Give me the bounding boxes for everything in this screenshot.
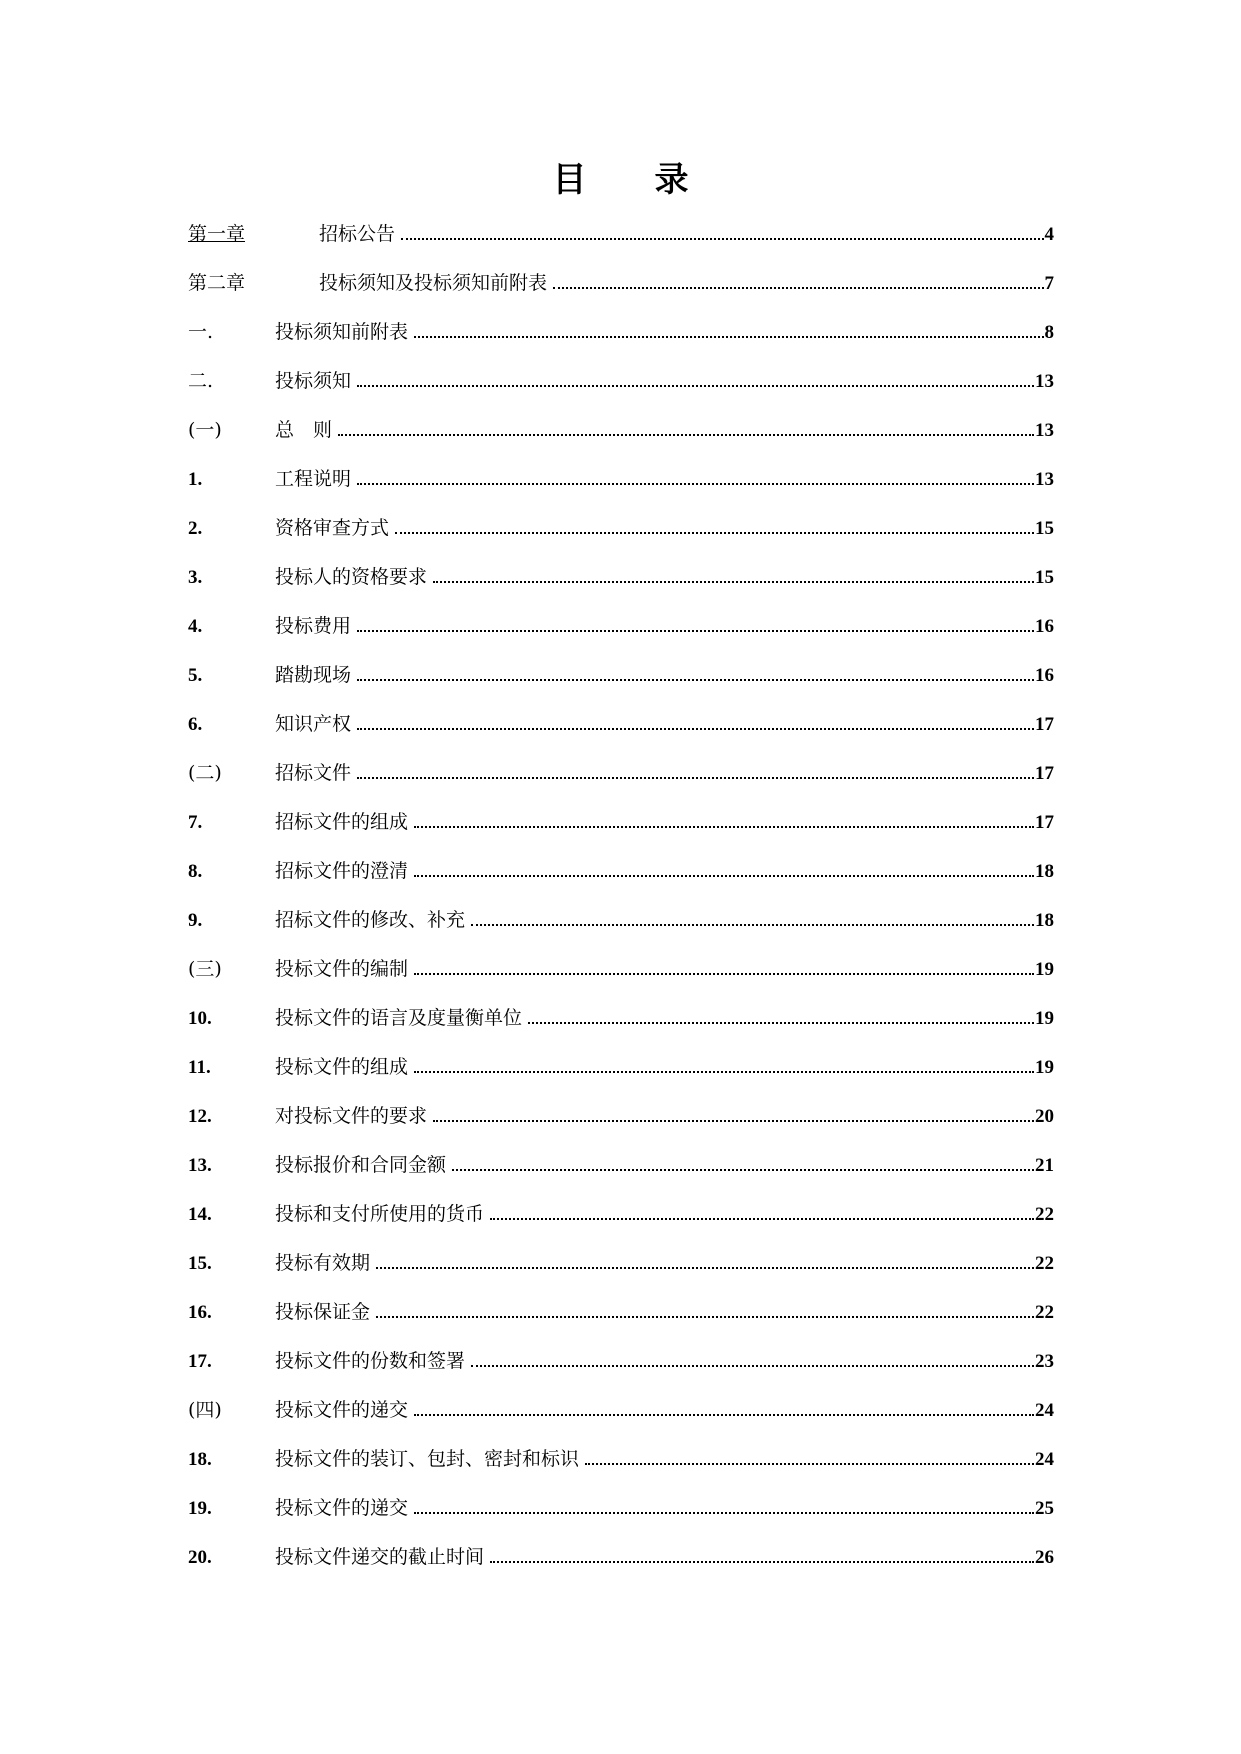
toc-entry[interactable]: [188, 908, 1054, 957]
toc-dot-leader: [357, 728, 1034, 730]
toc-entry-title: 投标报价和合同金额: [275, 1154, 447, 1176]
toc-entry-number: 9.: [188, 910, 203, 931]
toc-dot-leader: [357, 385, 1034, 387]
toc-entry-number: 14.: [188, 1204, 212, 1225]
toc-entry-page-number: 19: [1035, 1057, 1054, 1078]
toc-entry[interactable]: [188, 1300, 1054, 1349]
toc-dot-leader: [395, 532, 1034, 534]
toc-entry-number: (二): [188, 762, 222, 784]
toc-entry-title: 投标和支付所使用的货币: [275, 1203, 485, 1225]
toc-entry[interactable]: [188, 761, 1054, 810]
toc-entry-number: 17.: [188, 1351, 212, 1372]
toc-entry-number: 6.: [188, 714, 203, 735]
toc-dot-leader: [414, 1512, 1034, 1514]
toc-entry-title: 招标文件的组成: [275, 811, 409, 833]
toc-entry[interactable]: [188, 1153, 1054, 1202]
toc-entry[interactable]: [188, 1496, 1054, 1545]
toc-entry-number: (三): [188, 958, 222, 980]
toc-entry-page-number: 17: [1035, 763, 1054, 784]
toc-dot-leader: [376, 1267, 1034, 1269]
toc-entry[interactable]: [188, 1251, 1054, 1300]
toc-dot-leader: [452, 1169, 1034, 1171]
toc-entry[interactable]: [188, 467, 1054, 516]
toc-dot-leader: [553, 287, 1043, 289]
toc-entry-number: 二.: [188, 370, 214, 392]
toc-entry-page-number: 17: [1035, 812, 1054, 833]
toc-entry-page-number: 4: [1044, 224, 1054, 245]
toc-dot-leader: [376, 1316, 1034, 1318]
toc-entry-page-number: 26: [1035, 1547, 1054, 1568]
toc-entry-number: (四): [188, 1399, 222, 1421]
toc-dot-leader: [414, 336, 1043, 338]
toc-entry-page-number: 15: [1035, 518, 1054, 539]
toc-entry-title: 投标文件的份数和签署: [275, 1350, 466, 1372]
toc-entry-title: 投标文件的装订、包封、密封和标识: [275, 1448, 580, 1470]
toc-entry-title: 投标须知: [275, 370, 352, 392]
toc-entry-number: 7.: [188, 812, 203, 833]
toc-dot-leader: [585, 1463, 1034, 1465]
table-of-contents: [188, 222, 1054, 1594]
toc-dot-leader: [471, 924, 1034, 926]
toc-entry[interactable]: [188, 1545, 1054, 1594]
toc-entry-title: 知识产权: [275, 713, 352, 735]
toc-entry-title: 投标文件递交的截止时间: [275, 1546, 485, 1568]
toc-entry-title: 踏勘现场: [275, 664, 352, 686]
toc-entry[interactable]: [188, 1447, 1054, 1496]
toc-entry-title: 资格审查方式: [275, 517, 390, 539]
toc-entry[interactable]: [188, 369, 1054, 418]
toc-entry-title: 招标文件的修改、补充: [275, 909, 466, 931]
toc-entry-page-number: 16: [1035, 665, 1054, 686]
toc-entry-number: 第二章: [188, 272, 246, 294]
toc-entry-page-number: 22: [1035, 1302, 1054, 1323]
toc-dot-leader: [528, 1022, 1034, 1024]
toc-entry-page-number: 13: [1035, 371, 1054, 392]
toc-entry-number: 3.: [188, 567, 203, 588]
toc-dot-leader: [414, 973, 1034, 975]
toc-entry-number: 15.: [188, 1253, 212, 1274]
toc-entry-number: 11.: [188, 1057, 211, 1078]
toc-entry-page-number: 24: [1035, 1400, 1054, 1421]
toc-entry-title: 投标文件的递交: [275, 1399, 409, 1421]
toc-entry-page-number: 7: [1044, 273, 1054, 294]
toc-dot-leader: [357, 777, 1034, 779]
toc-entry-number: 19.: [188, 1498, 212, 1519]
toc-entry[interactable]: [188, 418, 1054, 467]
toc-entry[interactable]: [188, 614, 1054, 663]
toc-entry-page-number: 22: [1035, 1253, 1054, 1274]
toc-dot-leader: [414, 826, 1034, 828]
toc-entry-page-number: 22: [1035, 1204, 1054, 1225]
toc-entry-page-number: 25: [1035, 1498, 1054, 1519]
toc-entry-number: 20.: [188, 1547, 212, 1568]
toc-entry-number: 8.: [188, 861, 203, 882]
toc-dot-leader: [357, 679, 1034, 681]
toc-entry[interactable]: [188, 565, 1054, 614]
toc-entry-title: 总 则: [275, 419, 333, 441]
toc-entry-page-number: 13: [1035, 420, 1054, 441]
toc-entry-page-number: 18: [1035, 910, 1054, 931]
toc-entry-page-number: 23: [1035, 1351, 1054, 1372]
toc-dot-leader: [490, 1218, 1034, 1220]
toc-entry[interactable]: [188, 1349, 1054, 1398]
toc-entry-number: 第一章: [188, 223, 246, 245]
toc-entry-page-number: 19: [1035, 1008, 1054, 1029]
toc-entry-title: 招标文件的澄清: [275, 860, 409, 882]
toc-dot-leader: [338, 434, 1034, 436]
toc-entry[interactable]: [188, 1398, 1054, 1447]
toc-entry-title: 投标须知前附表: [275, 321, 409, 343]
toc-entry-number: 12.: [188, 1106, 212, 1127]
toc-entry-title: 投标文件的编制: [275, 958, 409, 980]
toc-entry-number: 2.: [188, 518, 203, 539]
toc-entry-number: 1.: [188, 469, 203, 490]
toc-dot-leader: [401, 238, 1043, 240]
toc-entry-title: 招标公告: [319, 223, 396, 245]
toc-entry[interactable]: [188, 1104, 1054, 1153]
toc-dot-leader: [414, 1071, 1034, 1073]
toc-dot-leader: [471, 1365, 1034, 1367]
toc-dot-leader: [433, 1120, 1034, 1122]
toc-entry[interactable]: [188, 222, 1054, 271]
toc-entry-page-number: 24: [1035, 1449, 1054, 1470]
toc-entry-title: 投标文件的组成: [275, 1056, 409, 1078]
toc-dot-leader: [414, 875, 1034, 877]
toc-entry-title: 投标须知及投标须知前附表: [319, 272, 548, 294]
toc-entry-number: 4.: [188, 616, 203, 637]
toc-entry-title: 投标保证金: [275, 1301, 371, 1323]
toc-entry-number: 一.: [188, 321, 214, 343]
toc-dot-leader: [414, 1414, 1034, 1416]
toc-dot-leader: [433, 581, 1034, 583]
toc-entry-title: 对投标文件的要求: [275, 1105, 428, 1127]
toc-entry-page-number: 16: [1035, 616, 1054, 637]
page-title: 目 录: [552, 160, 689, 200]
toc-entry-title: 投标费用: [275, 615, 352, 637]
toc-dot-leader: [490, 1561, 1034, 1563]
toc-entry-page-number: 21: [1035, 1155, 1054, 1176]
toc-dot-leader: [357, 483, 1034, 485]
toc-entry[interactable]: [188, 810, 1054, 859]
toc-dot-leader: [357, 630, 1034, 632]
toc-entry-title: 投标人的资格要求: [275, 566, 428, 588]
toc-entry-title: 投标文件的递交: [275, 1497, 409, 1519]
toc-entry[interactable]: [188, 957, 1054, 1006]
toc-entry-title: 工程说明: [275, 468, 352, 490]
toc-entry[interactable]: [188, 516, 1054, 565]
toc-entry-number: 10.: [188, 1008, 212, 1029]
toc-entry[interactable]: [188, 1055, 1054, 1104]
toc-entry[interactable]: [188, 1006, 1054, 1055]
toc-entry-page-number: 18: [1035, 861, 1054, 882]
toc-entry-number: (一): [188, 419, 222, 441]
toc-entry-page-number: 17: [1035, 714, 1054, 735]
toc-entry[interactable]: [188, 712, 1054, 761]
toc-entry-number: 13.: [188, 1155, 212, 1176]
toc-entry-page-number: 15: [1035, 567, 1054, 588]
toc-entry-page-number: 13: [1035, 469, 1054, 490]
toc-entry[interactable]: [188, 271, 1054, 320]
toc-entry-title: 投标文件的语言及度量衡单位: [275, 1007, 523, 1029]
toc-entry[interactable]: [188, 663, 1054, 712]
toc-entry[interactable]: [188, 320, 1054, 369]
toc-entry-page-number: 19: [1035, 959, 1054, 980]
toc-entry[interactable]: [188, 859, 1054, 908]
toc-entry-page-number: 8: [1044, 322, 1054, 343]
toc-entry-number: 18.: [188, 1449, 212, 1470]
toc-entry-number: 16.: [188, 1302, 212, 1323]
toc-entry[interactable]: [188, 1202, 1054, 1251]
toc-entry-page-number: 20: [1035, 1106, 1054, 1127]
toc-entry-number: 5.: [188, 665, 203, 686]
toc-entry-title: 招标文件: [275, 762, 352, 784]
toc-entry-title: 投标有效期: [275, 1252, 371, 1274]
